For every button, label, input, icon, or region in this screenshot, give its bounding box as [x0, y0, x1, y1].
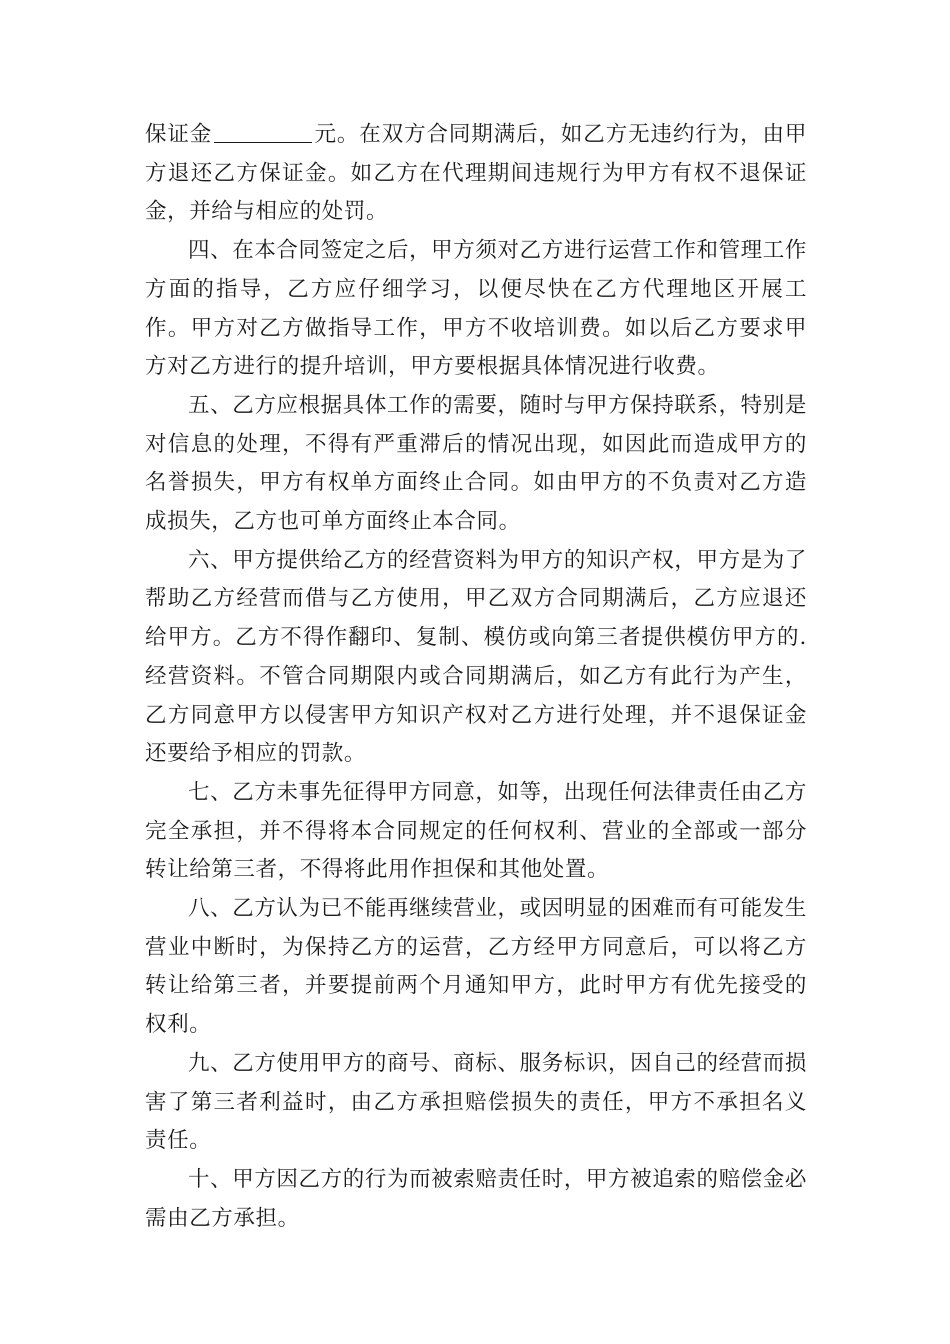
deposit-amount-blank	[214, 120, 312, 143]
paragraph-deposit	[145, 116, 807, 232]
deposit-text-after: 元。在双方合同期满后，如乙方无违约行为，由甲方退还乙方保证金。如乙方在代理期间违规行为甲方有权不退保证金，并给与相应的处罚。	[145, 122, 807, 225]
document-body	[145, 116, 807, 1238]
paragraph-clause-6: 六、甲方提供给乙方的经营资料为甲方的知识产权，甲方是为了帮助乙方经营而借与乙方使用，甲乙双方合同期满后，乙方应退还给甲方。乙方不得作翻印、复制、模仿或向第三者提供模仿甲方的.经营资料。不管合同期限内或合同期满后，如乙方有此行为产生，乙方同意甲方以侵害甲方知识产权对乙方进行处理，并不退保证金还要给予相应的罚款。	[145, 547, 807, 767]
paragraph-clause-8: 八、乙方认为已不能再继续营业，或因明显的困难而有可能发生营业中断时，为保持乙方的运营，乙方经甲方同意后，可以将乙方转让给第三者，并要提前两个月通知甲方，此时甲方有优先接受的权利。	[145, 896, 807, 1038]
paragraph-clause-7: 七、乙方未事先征得甲方同意，如等，出现任何法律责任由乙方完全承担，并不得将本合同规定的任何权利、营业的全部或一部分转让给第三者，不得将此用作担保和其他处置。	[145, 779, 807, 883]
paragraph-clause-5: 五、乙方应根据具体工作的需要，随时与甲方保持联系，特别是对信息的处理，不得有严重滞后的情况出现，如因此而造成甲方的名誉损失，甲方有权单方面终止合同。如由甲方的不负责对乙方造成损失，乙方也可单方面终止本合同。	[145, 392, 807, 535]
paragraph-clause-10: 十、甲方因乙方的行为而被索赔责任时，甲方被追索的赔偿金必需由乙方承担。	[145, 1166, 807, 1231]
deposit-text-before: 保证金	[145, 122, 213, 147]
paragraph-clause-9: 九、乙方使用甲方的商号、商标、服务标识，因自己的经营而损害了第三者利益时，由乙方承担赔偿损失的责任，甲方不承担名义责任。	[145, 1050, 807, 1154]
paragraph-clause-4: 四、在本合同签定之后，甲方须对乙方进行运营工作和管理工作方面的指导，乙方应仔细学习，以便尽快在乙方代理地区开展工作。甲方对乙方做指导工作，甲方不收培训费。如以后乙方要求甲方对乙方进行的提升培训，甲方要根据具体情况进行收费。	[145, 238, 807, 380]
